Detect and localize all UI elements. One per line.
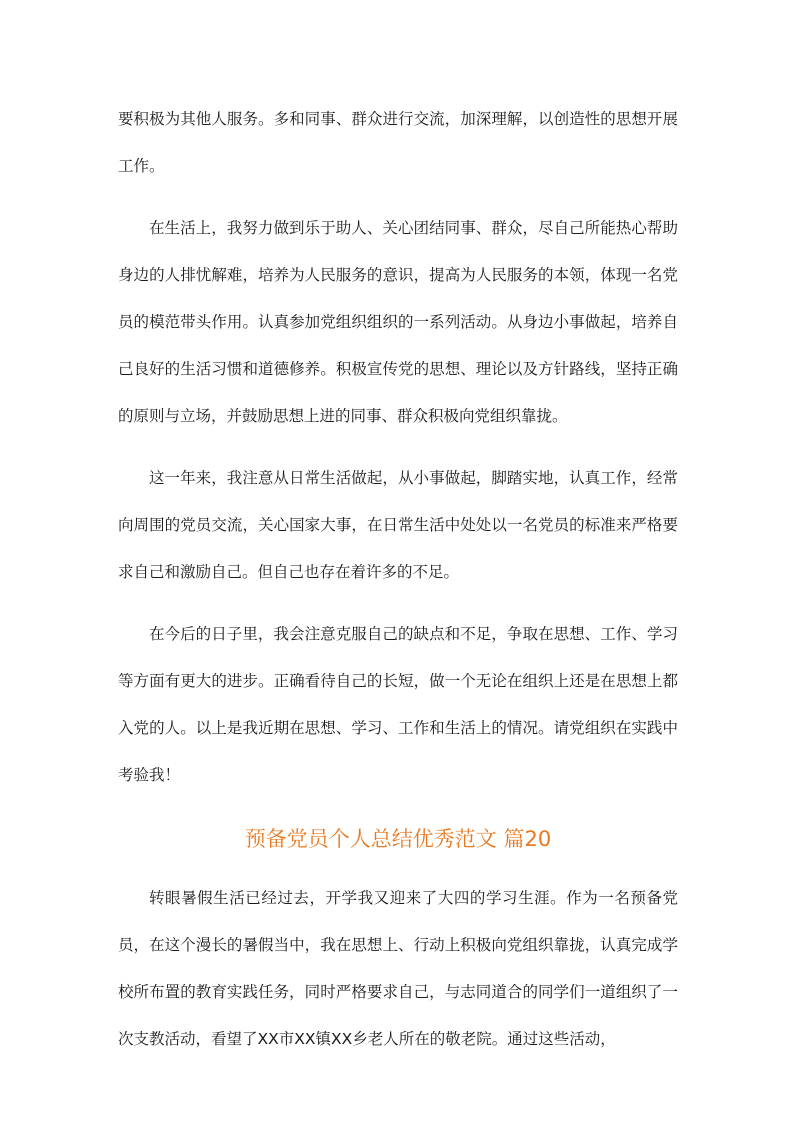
paragraph-service: 要积极为其他人服务。多和同事、群众进行交流，加深理解，以创造性的思想开展工作。 <box>118 110 678 175</box>
paragraph-future: 在今后的日子里，我会注意克服自己的缺点和不足，争取在思想、工作、学习等方面有更大的进步。正确看待自己的长短，做一个无论在组织上还是在思想上都入党的人。以上是我近期在思想、学习、工作和生活上的情况。请党组织在实践中考验我！ <box>118 625 678 784</box>
paragraph-life: 在生活上，我努力做到乐于助人、关心团结同事、群众，尽自己所能热心帮助身边的人排忧解难，培养为人民服务的意识，提高为人民服务的本领，体现一名党员的模范带头作用。认真参加党组织组织的一系列活动。从身边小事做起，培养自己良好的生活习惯和道德修养。积极宣传党的思想、理论以及方针路线，坚持正确的原则与立场，并鼓励思想上进的同事、群众积极向党组织靠拢。 <box>118 219 678 425</box>
document-page <box>118 96 678 1078</box>
paragraph-summer: 转眼暑假生活已经过去，开学我又迎来了大四的学习生涯。作为一名预备党员，在这个漫长的暑假当中，我在思想上、行动上积极向党组织靠拢，认真完成学校所布置的教育实践任务，同时严格要求自己，与志同道合的同学们一道组织了一次支教活动，看望了XX市XX镇XX乡老人所在的敬老院。通过这些活动， <box>118 889 678 1048</box>
section-heading: 预备党员个人总结优秀范文 篇20 <box>244 827 552 851</box>
paragraph-this-year: 这一年来，我注意从日常生活做起，从小事做起，脚踏实地，认真工作，经常向周围的党员交流，关心国家大事，在日常生活中处处以一名党员的标准来严格要求自己和激励自己。但自己也存在着许多的不足。 <box>118 469 678 581</box>
